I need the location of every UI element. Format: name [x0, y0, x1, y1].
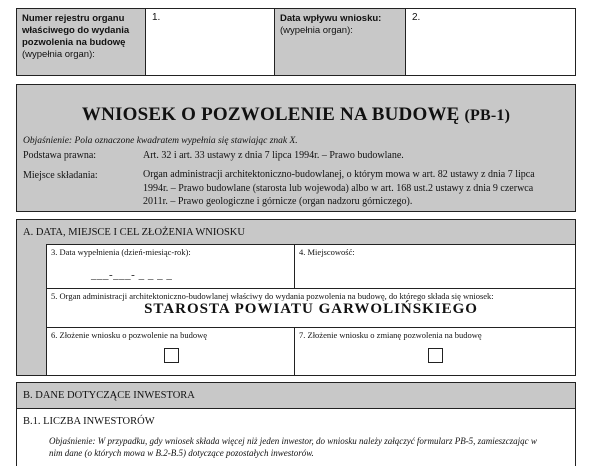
submission-place-text	[143, 168, 573, 209]
field-number-1: 1.	[152, 12, 161, 23]
permit-change-application-field	[294, 327, 576, 376]
submission-place-line-1: Organ administracji architektoniczno-budowlanej, o którym mowa w art. 82 ustawy z dnia 7 lipca	[143, 169, 535, 180]
form-title-wrap	[17, 104, 575, 126]
locality-label: 4. Miejscowość:	[299, 247, 355, 257]
authority-field[interactable]	[46, 288, 576, 328]
fill-date-label: 3. Data wypełnienia (dzień-miesiąc-rok):	[51, 247, 191, 257]
building-permit-application-checkbox[interactable]	[164, 348, 179, 363]
receipt-date-field[interactable]	[405, 8, 576, 76]
receipt-date-label: Data wpływu wniosku:	[280, 13, 382, 24]
fill-date-placeholder: ___-___- _ _ _ _	[91, 269, 173, 281]
section-b1-note-line-2: nim dane (o których mowa w B.2-B.5) dotyczące pozostałych inwestorów.	[49, 448, 314, 458]
building-permit-application-field	[46, 327, 295, 376]
registry-number-sublabel: (wypełnia organ):	[22, 49, 95, 60]
legal-basis-text: Art. 32 i art. 33 ustawy z dnia 7 lipca 1994r. – Prawo budowlane.	[143, 150, 404, 161]
registry-number-field[interactable]	[145, 8, 275, 76]
authority-value: STAROSTA POWIATU GARWOLIŃSKIEGO	[144, 301, 478, 317]
section-b1	[16, 408, 576, 466]
building-permit-application-label: 6. Złożenie wniosku o pozwolenie na budowę	[51, 330, 208, 340]
form-header	[16, 84, 576, 212]
permit-change-application-checkbox[interactable]	[428, 348, 443, 363]
section-b1-note-line-1: Objaśnienie: W przypadku, gdy wniosek składa więcej niż jeden inwestor, do wniosku należy załączyć formularz PB-5, zamieszczając w	[49, 436, 537, 446]
fill-date-field[interactable]	[46, 244, 295, 289]
form-note: Objaśnienie: Pola oznaczone kwadratem wypełnia się stawiając znak X.	[23, 136, 298, 146]
locality-field[interactable]	[294, 244, 576, 289]
field-number-2: 2.	[412, 12, 421, 23]
section-b1-note	[49, 435, 575, 459]
registry-number-label-cell	[16, 8, 146, 76]
section-b1-title: B.1. LICZBA INWESTORÓW	[23, 416, 155, 427]
form-code: (PB-1)	[464, 107, 511, 124]
submission-place-line-2: 1994r. – Prawo budowlane (starosta lub wojewoda) albo w art. 168 ust.2 ustawy z dnia 9 czerwca	[143, 182, 534, 194]
receipt-date-sublabel: (wypełnia organ):	[280, 25, 353, 36]
submission-place-label: Miejsce składania:	[23, 170, 98, 181]
registry-number-label: Numer rejestru organu właściwego do wydania pozwolenia na budowę	[22, 13, 130, 48]
permit-change-application-label: 7. Złożenie wniosku o zmianę pozwolenia na budowę	[299, 330, 482, 340]
submission-place-line-3: 2011r. – Prawo geologiczne i górnicze (organ nadzoru górniczego).	[143, 196, 413, 207]
form-title: WNIOSEK O POZWOLENIE NA BUDOWĘ	[81, 104, 460, 125]
section-b-title: B. DANE DOTYCZĄCE INWESTORA	[23, 390, 195, 401]
receipt-date-label-cell	[274, 8, 406, 76]
section-a-title: A. DATA, MIEJSCE I CEL ZŁOŻENIA WNIOSKU	[23, 227, 245, 238]
authority-label: 5. Organ administracji architektoniczno-budowlanej właściwy do wydania pozwolenia na budowę, do którego składa się wniosek:	[51, 291, 494, 301]
legal-basis-label: Podstawa prawna:	[23, 150, 97, 161]
